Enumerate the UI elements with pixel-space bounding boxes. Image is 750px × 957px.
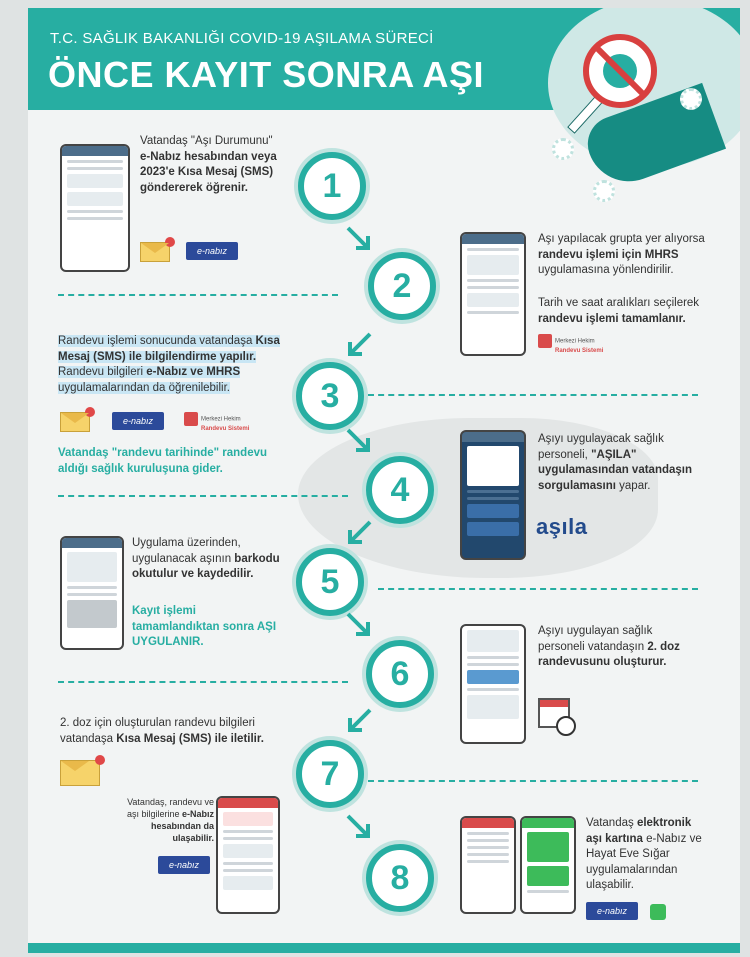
divider bbox=[58, 495, 348, 497]
step-3-number: 3 bbox=[296, 362, 364, 430]
sms-envelope-icon bbox=[60, 760, 100, 786]
divider bbox=[58, 294, 338, 296]
mhrs-logo-icon: Merkezi Hekim Randevu Sistemi bbox=[184, 412, 249, 433]
sms-envelope-icon bbox=[140, 242, 170, 262]
enabiz-appointment-phone-screenshot bbox=[216, 796, 280, 914]
hayat-eve-sigar-icon bbox=[650, 904, 666, 920]
clock-icon bbox=[556, 716, 576, 736]
step-8-text-a: Vatandaş, randevu ve aşı bilgilerine e-Nabız hesabından da ulaşabilir. bbox=[126, 797, 214, 844]
step-1-text: Vatandaş "Aşı Durumunu" e-Nabız hesabından veya 2023'e Kısa Mesaj (SMS) göndererek öğrenir. bbox=[140, 135, 277, 194]
infographic-page bbox=[28, 8, 740, 953]
barcode-phone-screenshot bbox=[60, 536, 124, 650]
footer-strip bbox=[28, 943, 740, 953]
hayat-eve-sigar-phone-screenshot bbox=[520, 816, 576, 914]
arrow-down-right-icon bbox=[346, 428, 372, 454]
step-5-text-b: Kayıt işlemi tamamlandıktan sonra AŞI UYGULANIR. bbox=[132, 605, 277, 649]
arrow-down-left-icon bbox=[346, 708, 372, 734]
step-8-number: 8 bbox=[366, 844, 434, 912]
vaccine-card-phone-screenshot bbox=[460, 816, 516, 914]
step-8-text-b: Vatandaş elektronik aşı kartına e-Nabız ve Hayat Eve Sığar uygulamalarından ulaşabilir. bbox=[586, 817, 702, 892]
enabiz-logo-icon: e-nabız bbox=[112, 412, 164, 430]
enabiz-logo-icon: e-nabız bbox=[586, 902, 638, 920]
step-3-text-a: Randevu işlemi sonucunda vatandaşa Kısa Mesaj (SMS) ile bilgilendirme yapılır. Randevu bilgileri e-Nabız ve MHRS uygulamalarından da öğrenilebilir. bbox=[58, 335, 280, 394]
arrow-down-right-icon bbox=[346, 226, 372, 252]
enabiz-logo-icon: e-nabız bbox=[186, 242, 238, 260]
step-6-number: 6 bbox=[366, 640, 434, 708]
step-7-number: 7 bbox=[296, 740, 364, 808]
asila-phone-screenshot bbox=[460, 430, 526, 560]
asila-logo-icon: aşıla bbox=[536, 514, 588, 539]
step-2-number: 2 bbox=[368, 252, 436, 320]
divider bbox=[368, 394, 698, 396]
arrow-down-left-icon bbox=[346, 520, 372, 546]
step-5-text-a: Uygulama üzerinden, uygulanacak aşının barkodu okutulur ve kaydedilir. bbox=[132, 537, 280, 581]
step-1-number: 1 bbox=[298, 152, 366, 220]
mhrs-phone-screenshot bbox=[460, 232, 526, 356]
appointment-phone-screenshot bbox=[460, 624, 526, 744]
mhrs-logo-icon: Merkezi Hekim Randevu Sistemi bbox=[538, 334, 603, 355]
enabiz-phone-screenshot bbox=[60, 144, 130, 272]
arrow-down-left-icon bbox=[346, 332, 372, 358]
step-3-text-b: Vatandaş "randevu tarihinde" randevu aldığı sağlık kuruluşuna gider. bbox=[58, 447, 268, 475]
step-7-text: 2. doz için oluşturulan randevu bilgileri vatandaşa Kısa Mesaj (SMS) ile iletilir. bbox=[60, 717, 264, 745]
germ-icon bbox=[552, 138, 574, 160]
divider bbox=[368, 780, 698, 782]
virus-stop-icon bbox=[583, 34, 657, 108]
step-2-text-a: Aşı yapılacak grupta yer alıyorsa randevu işlemi için MHRS uygulamasına yönlendirilir. bbox=[538, 233, 705, 277]
header-title: ÖNCE KAYIT SONRA AŞI bbox=[48, 54, 485, 95]
arrow-down-right-icon bbox=[346, 612, 372, 638]
arrow-down-right-icon bbox=[346, 814, 372, 840]
step-4-text: Aşıyı uygulayacak sağlık personeli, "AŞILA" uygulamasından vatandaşın sorgulamasını yapar. bbox=[538, 433, 693, 492]
step-4-number: 4 bbox=[366, 456, 434, 524]
header-subtitle: T.C. SAĞLIK BAKANLIĞI COVID-19 AŞILAMA SÜRECİ bbox=[50, 30, 434, 47]
step-2-text-b: Tarih ve saat aralıkları seçilerek randevu işlemi tamamlanır. bbox=[538, 297, 700, 325]
step-5-number: 5 bbox=[296, 548, 364, 616]
step-6-text: Aşıyı uygulayan sağlık personeli vatandaşın 2. doz randevusunu oluşturur. bbox=[538, 625, 680, 669]
germ-icon bbox=[680, 88, 702, 110]
divider bbox=[378, 588, 698, 590]
sms-envelope-icon bbox=[60, 412, 90, 432]
enabiz-logo-icon: e-nabız bbox=[158, 856, 210, 874]
divider bbox=[58, 681, 348, 683]
germ-icon bbox=[593, 180, 615, 202]
